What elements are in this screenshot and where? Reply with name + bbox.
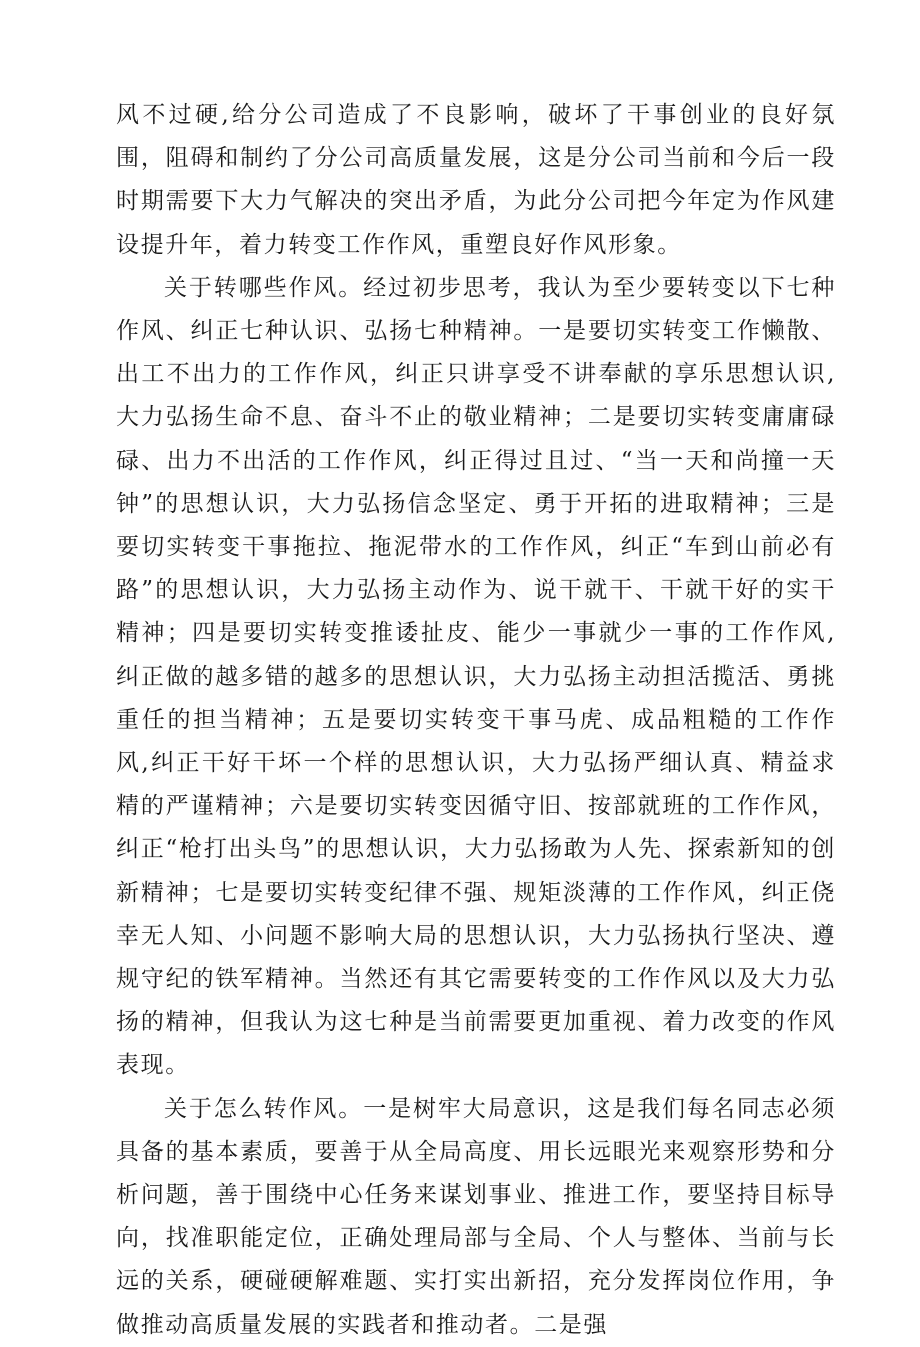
document-body (116, 94, 836, 1347)
paragraph-how-to-change: 关于怎么转作风。一是树牢大局意识，这是我们每名同志必须具备的基本素质，要善于从全局高度、用长远眼光来观察形势和分析问题，善于围绕中心任务来谋划事业、推进工作，要坚持目标导向，找准职能定位，正确处理局部与全局、个人与整体、当前与长远的关系，硬碰硬解难题、实打实出新招，充分发挥岗位作用，争做推动高质量发展的实践者和推动者。二是强 (116, 1095, 836, 1338)
paragraph-continuation: 风不过硬,给分公司造成了不良影响，破坏了干事创业的良好氛围，阻碍和制约了分公司高质量发展，这是分公司当前和今后一段时期需要下大力气解决的突出矛盾，为此分公司把今年定为作风建设提升年，着力转变工作作风，重塑良好作风形象。 (116, 102, 836, 258)
paragraph-which-styles: 关于转哪些作风。经过初步思考，我认为至少要转变以下七种作风、纠正七种认识、弘扬七种精神。一是要切实转变工作懒散、出工不出力的工作作风，纠正只讲享受不讲奉献的享乐思想认识,大力弘扬生命不息、奋斗不止的敬业精神；二是要切实转变庸庸碌碌、出力不出活的工作作风，纠正得过且过、“当一天和尚撞一天钟”的思想认识，大力弘扬信念坚定、勇于开拓的进取精神；三是要切实转变干事拖拉、拖泥带水的工作作风，纠正“车到山前必有路”的思想认识，大力弘扬主动作为、说干就干、干就干好的实干精神；四是要切实转变推诿扯皮、能少一事就少一事的工作作风,纠正做的越多错的越多的思想认识，大力弘扬主动担活揽活、勇挑重任的担当精神；五是要切实转变干事马虎、成品粗糙的工作作风,纠正干好干坏一个样的思想认识，大力弘扬严细认真、精益求精的严谨精神；六是要切实转变因循守旧、按部就班的工作作风，纠正“枪打出头鸟”的思想认识，大力弘扬敢为人先、探索新知的创新精神；七是要切实转变纪律不强、规矩淡薄的工作作风，纠正侥幸无人知、小问题不影响大局的思想认识，大力弘扬执行坚决、遵规守纪的铁军精神。当然还有其它需要转变的工作作风以及大力弘扬的精神，但我认为这七种是当前需要更加重视、着力改变的作风表现。 (116, 274, 836, 1079)
